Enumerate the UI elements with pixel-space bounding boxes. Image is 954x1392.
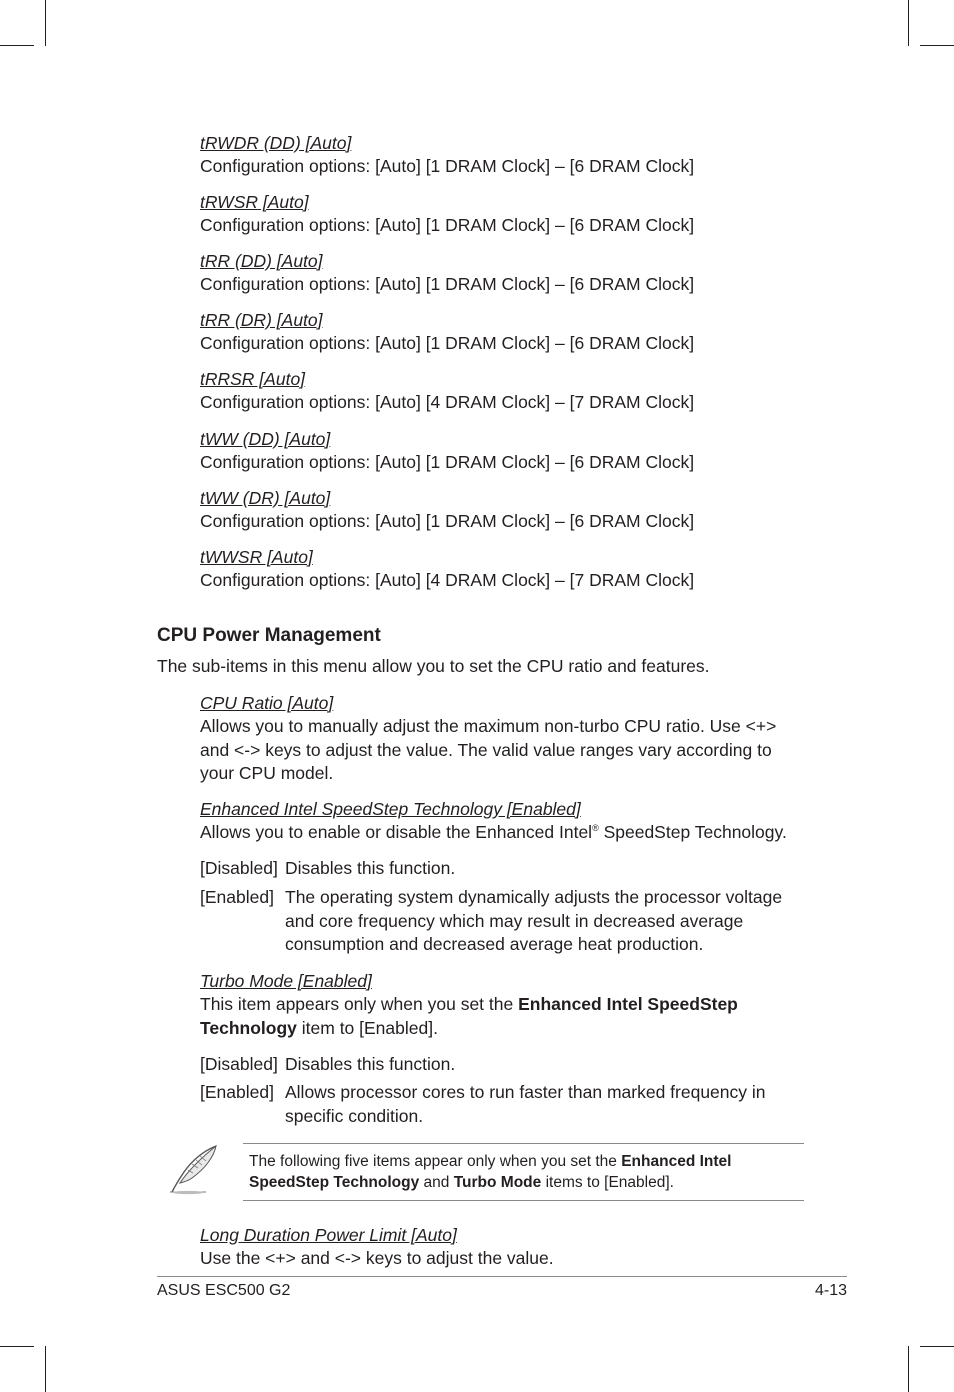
desc-text: item to [Enabled]. [296, 1017, 438, 1038]
option-value: Disables this function. [285, 1054, 456, 1074]
crop-mark [0, 45, 34, 46]
option-row [200, 886, 800, 957]
option-key: [Enabled] [200, 1082, 274, 1102]
setting-description: Configuration options: [Auto] [1 DRAM Clock] – [6 DRAM Clock] [200, 452, 695, 472]
desc-bold: Enhanced Intel SpeedStep Technology [200, 994, 738, 1038]
desc-text: SpeedStep Technology. [598, 822, 787, 842]
option-key: [Disabled] [200, 858, 278, 878]
crop-mark [0, 1346, 34, 1347]
setting-description: Configuration options: [Auto] [1 DRAM Clock] – [6 DRAM Clock] [200, 274, 695, 294]
setting-title: tWWSR [Auto] [200, 547, 313, 567]
setting-item-turbo [200, 970, 800, 1040]
setting-title: Long Duration Power Limit [Auto] [200, 1225, 457, 1245]
setting-item [200, 428, 800, 475]
setting-description: Configuration options: [Auto] [1 DRAM Clock] – [6 DRAM Clock] [200, 215, 695, 235]
setting-item [200, 250, 800, 297]
setting-description: Configuration options: [Auto] [4 DRAM Clock] – [7 DRAM Clock] [200, 570, 695, 590]
setting-item-cpu-ratio [200, 692, 800, 786]
option-row [200, 857, 800, 881]
crop-mark [908, 1346, 909, 1392]
setting-item-eist [200, 798, 800, 845]
option-value: Disables this function. [285, 858, 456, 878]
setting-item [200, 309, 800, 356]
setting-title: tRR (DR) [Auto] [200, 310, 323, 330]
setting-item [200, 546, 800, 593]
setting-title: Enhanced Intel SpeedStep Technology [Enabled] [200, 799, 581, 819]
registered-mark: ® [592, 823, 599, 834]
setting-item [200, 368, 800, 415]
note-bold: Turbo Mode [453, 1174, 542, 1191]
crop-mark [920, 1346, 954, 1347]
option-row [200, 1053, 800, 1077]
setting-description: Configuration options: [Auto] [1 DRAM Clock] – [6 DRAM Clock] [200, 333, 695, 353]
setting-title: tRWSR [Auto] [200, 192, 309, 212]
footer-product-name: ASUS ESC500 G2 [157, 1282, 291, 1299]
crop-mark [45, 0, 46, 46]
setting-description [200, 993, 800, 1040]
note-text-part: and [419, 1174, 454, 1191]
note-text [249, 1151, 794, 1193]
setting-item-long-duration [200, 1224, 800, 1271]
setting-description: Configuration options: [Auto] [4 DRAM Clock] – [7 DRAM Clock] [200, 392, 695, 412]
desc-text: Allows you to enable or disable the Enhanced Intel [200, 822, 593, 842]
setting-item [200, 132, 800, 179]
desc-text: This item appears only when you set the [200, 994, 519, 1014]
option-row [200, 1081, 800, 1128]
setting-description [200, 821, 800, 845]
note-bold: Enhanced Intel SpeedStep Technology [249, 1153, 732, 1191]
setting-item [200, 191, 800, 238]
setting-description: Use the <+> and <-> keys to adjust the value. [200, 1248, 554, 1268]
footer-rule [157, 1276, 847, 1277]
section-intro: The sub-items in this menu allow you to set the CPU ratio and features. [157, 656, 710, 676]
option-value: Allows processor cores to run faster than marked frequency in specific condition. [285, 1082, 766, 1126]
note-text-part: items to [Enabled]. [541, 1174, 674, 1191]
setting-title: CPU Ratio [Auto] [200, 693, 334, 713]
setting-item [200, 487, 800, 534]
note-box [243, 1143, 804, 1201]
setting-description: Configuration options: [Auto] [1 DRAM Clock] – [6 DRAM Clock] [200, 511, 695, 531]
footer-page-number: 4-13 [814, 1282, 847, 1299]
feather-pen-icon [166, 1144, 220, 1196]
option-value: The operating system dynamically adjusts the processor voltage and core frequency which may result in decreased average consumption and decreased average heat production. [285, 887, 783, 954]
setting-title: tRWDR (DD) [Auto] [200, 133, 352, 153]
crop-mark [45, 1346, 46, 1392]
crop-mark [908, 0, 909, 46]
setting-title: tWW (DD) [Auto] [200, 429, 331, 449]
setting-description: Configuration options: [Auto] [1 DRAM Clock] – [6 DRAM Clock] [200, 156, 695, 176]
crop-mark [920, 45, 954, 46]
note-text-part: The following five items appear only when you set the [249, 1153, 622, 1170]
setting-description: Allows you to manually adjust the maximum non-turbo CPU ratio. Use <+> and <-> keys to adjust the value. The valid value ranges vary according to your CPU model. [200, 716, 777, 783]
section-heading: CPU Power Management [157, 625, 381, 646]
option-key: [Enabled] [200, 887, 274, 907]
setting-title: tWW (DR) [Auto] [200, 488, 331, 508]
setting-title: tRRSR [Auto] [200, 369, 306, 389]
setting-title: Turbo Mode [Enabled] [200, 971, 372, 991]
option-key: [Disabled] [200, 1054, 278, 1074]
setting-title: tRR (DD) [Auto] [200, 251, 323, 271]
